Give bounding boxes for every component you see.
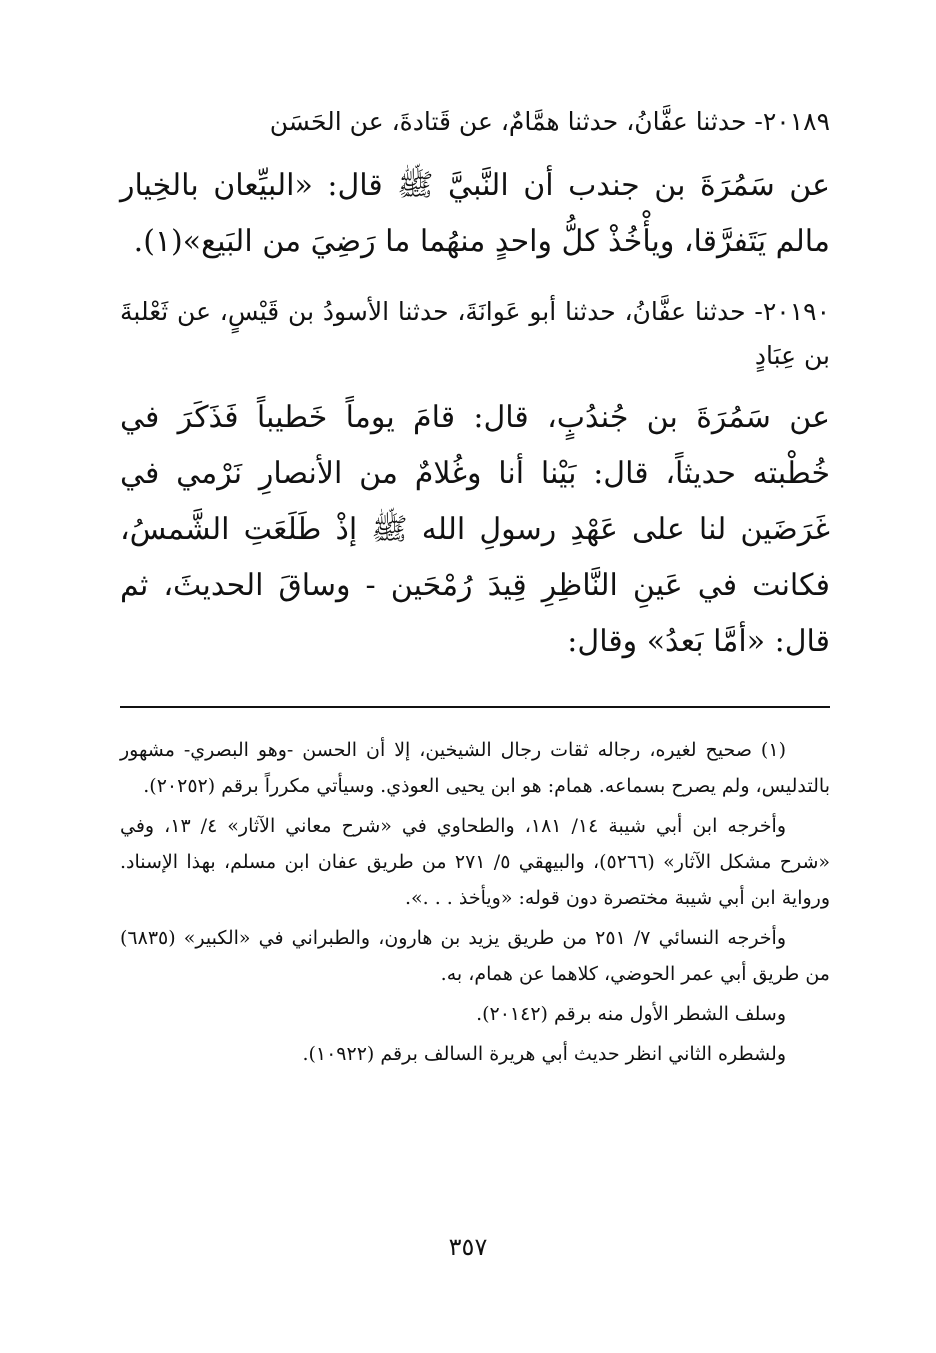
footnote-separator	[120, 706, 830, 708]
footnotes	[120, 732, 830, 1076]
page-number: ٣٥٧	[448, 1233, 488, 1261]
hadith-20190-isnad: ٢٠١٩٠- حدثنا عفَّانُ، حدثنا أبو عَوانَةَ، حدثنا الأسودُ بن قَيْسٍ، عن ثَعْلبةَ بن عِبَادٍ	[120, 297, 830, 370]
footnote-paragraph: ولشطره الثاني انظر حديث أبي هريرة السالف برقم (١٠٩٢٢).	[302, 1043, 786, 1065]
hadith-20190-matn: عن سَمُرَةَ بن جُندُبٍ، قال: قامَ يوماً خَطيباً فَذَكَرَ في خُطْبته حديثاً، قال: بَيْنا أنا وغُلامٌ من الأنصارِ نَرْمي في غَرَضَين لنا على عَهْدِ رسولِ الله ﷺ إذْ طَلَعَتِ الشَّمسُ، فكانت في عَينِ النَّاظِرِ قِيدَ رُمْحَين - وساقَ الحديثَ، ثم قال: «أمَّا بَعدُ» وقال:	[120, 400, 831, 659]
footnote-paragraph: وأخرجه النسائي ٧/ ٢٥١ من طريق يزيد بن هارون، والطبراني في «الكبير» (٦٨٣٥) من طريق أبي عمر الحوضي، كلاهما عن همام، به.	[120, 927, 830, 985]
main-text	[120, 100, 830, 670]
footnote-paragraph: وسلف الشطر الأول منه برقم (٢٠١٤٢).	[476, 1003, 786, 1025]
footnote-paragraph: (١) صحيح لغيره، رجاله ثقات رجال الشيخين، إلا أن الحسن -وهو البصري- مشهور بالتدليس، ولم يصرح بسماعه. همام: هو ابن يحيى العوذي. وسيأتي مكرراً برقم (٢٠٢٥٢).	[120, 739, 830, 797]
hadith-20189-matn: عن سَمُرَةَ بن جندب أن النَّبيَّ ﷺ قال: «البيِّعان بالخِيار مالم يَتَفرَّقا، ويأْخُذْ كلُّ واحدٍ منهُما ما رَضِيَ من البَيع»(١).	[120, 168, 830, 259]
footnote-paragraph: وأخرجه ابن أبي شيبة ١٤/ ١٨١، والطحاوي في «شرح معاني الآثار» ٤/ ١٣، وفي «شرح مشكل الآثار» (٥٢٦٦)، والبيهقي ٥/ ٢٧١ من طريق عفان ابن مسلم، بهذا الإسناد. ورواية ابن أبي شيبة مختصرة دون قوله: «ويأخذ . . .».	[120, 815, 830, 909]
hadith-20189-isnad: ٢٠١٨٩- حدثنا عفَّانُ، حدثنا همَّامٌ، عن قَتادةَ، عن الحَسَن	[269, 107, 830, 136]
